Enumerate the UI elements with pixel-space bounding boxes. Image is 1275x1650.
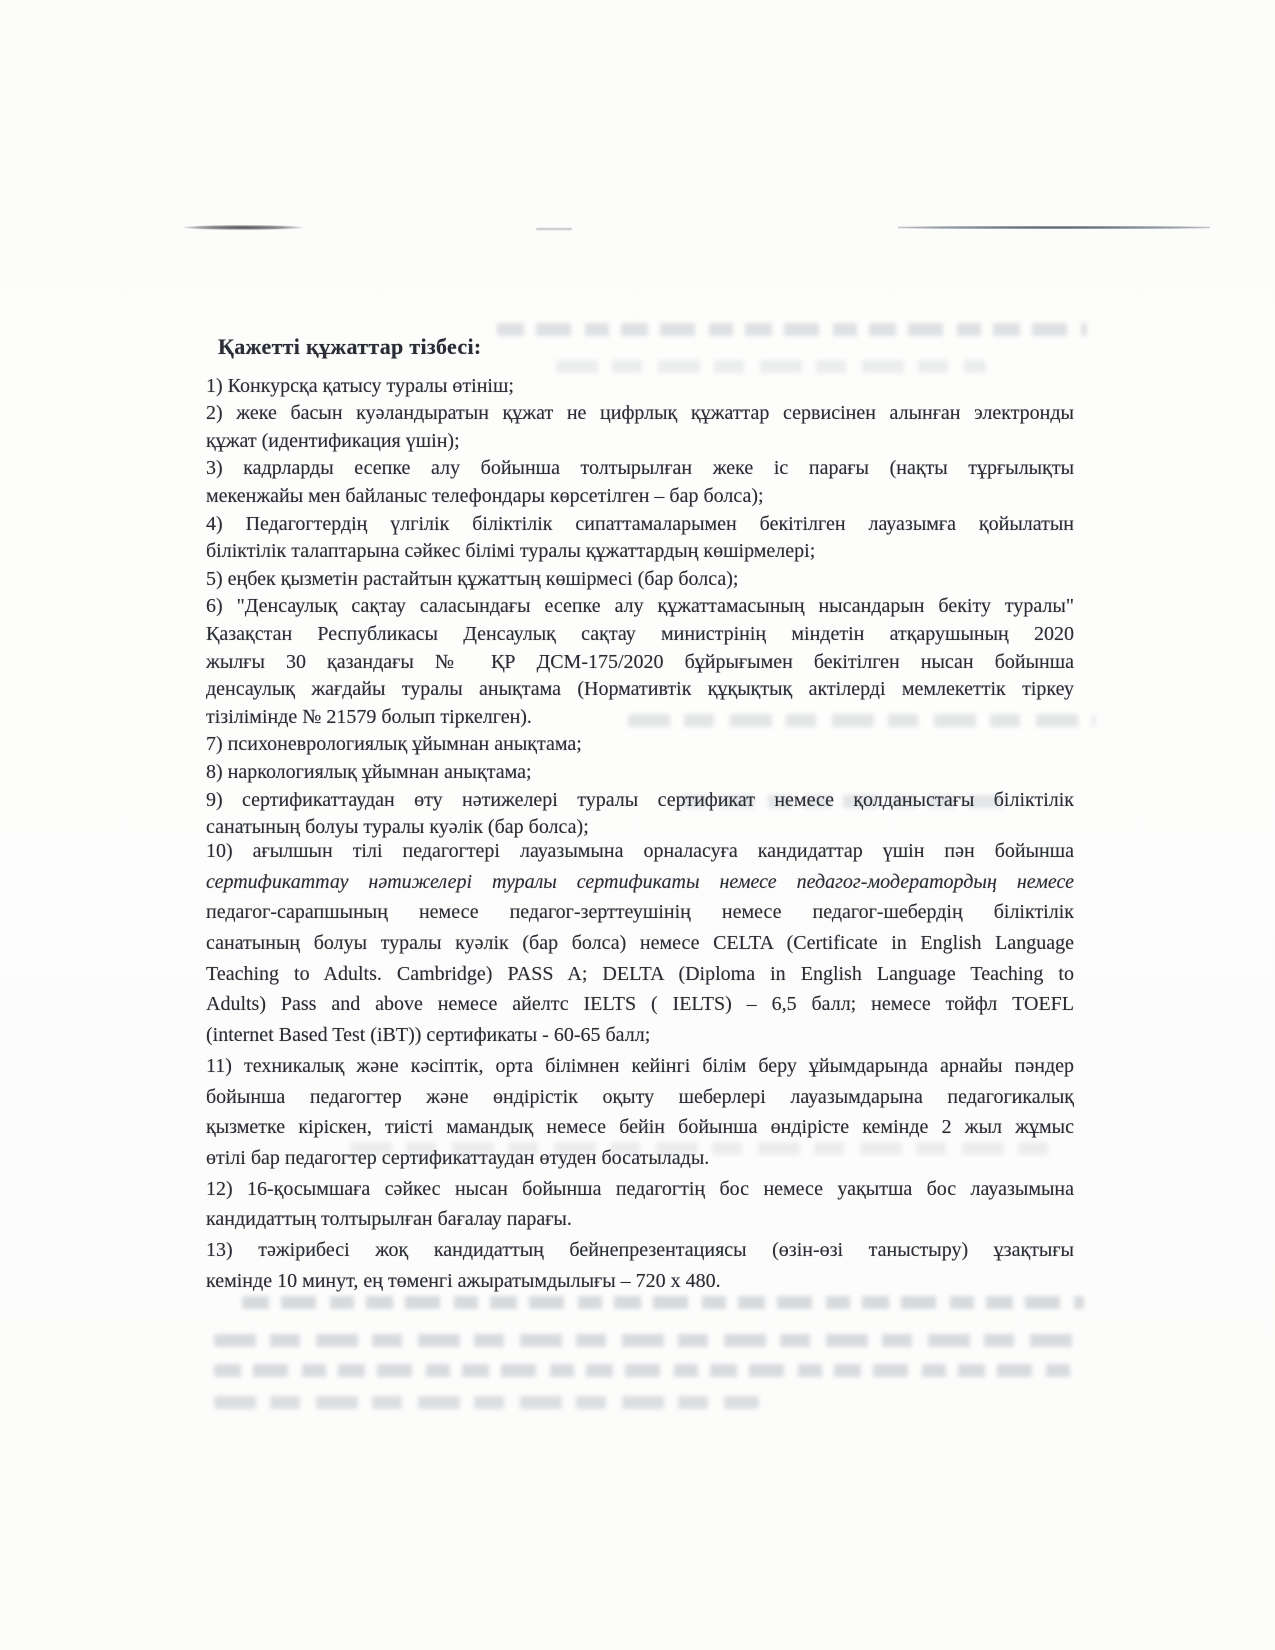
document-line: 2) жеке басын куәландыратын құжат не цифрлық құжаттар сервисінен алынған электронды [206, 402, 1074, 425]
document-line: 4) Педагогтердің үлгілік біліктілік сипаттамаларымен бекітілген лауазымға қойылатын [206, 512, 1074, 535]
scan-artifact-small-dash [536, 228, 572, 230]
document-line: 8) наркологиялық ұйымнан анықтама; [206, 760, 532, 783]
document-line: кемінде 10 минут, ең төменгі ажыратымдылығы – 720 x 480. [206, 1269, 721, 1292]
document-line: мекенжайы мен байланыс телефондары көрсетілген – бар болса); [206, 484, 764, 507]
document-line: жылғы 30 қазандағы № ҚР ДСМ-175/2020 бұйрығымен бекітілген нысан бойынша [206, 650, 1074, 673]
document-line: денсаулық жағдайы туралы анықтама (Нормативтік құқықтық актілерді мемлекеттік тіркеу [206, 678, 1074, 701]
ghost-text-line [214, 1364, 1074, 1377]
document-line: кандидаттың толтырылған бағалау парағы. [206, 1208, 572, 1231]
page-title: Қажетті құжаттар тізбесі: [218, 334, 482, 359]
document-line: Adults) Pass and above немесе айелтс IELTS ( IELTS) – 6,5 балл; немесе тойфл TOEFL [206, 993, 1074, 1016]
document-line: 3) кадрларды есепке алу бойынша толтырылған жеке іс парағы (нақты тұрғылықты [206, 457, 1074, 480]
scan-artifact-long-line [898, 226, 1210, 229]
document-line: 13) тәжірибесі жоқ кандидаттың бейнепрезентациясы (өзін-өзі таныстыру) ұзақтығы [206, 1238, 1074, 1261]
ghost-text-line [242, 1296, 1084, 1309]
document-line: тізілімінде № 21579 болып тіркелген). [206, 705, 532, 728]
document-line: (internet Based Test (iBT)) сертификаты - 60-65 балл; [206, 1024, 651, 1047]
document-body-lower [206, 836, 1074, 1296]
document-line: 9) сертификаттаудан өту нәтижелері туралы сертификат немесе қолданыстағы біліктілік [206, 788, 1074, 811]
document-line: 12) 16-қосымшаға сәйкес нысан бойынша педагогтің бос немесе уақытша бос лауазымына [206, 1177, 1074, 1200]
document-line: санатының болуы туралы куәлік (бар болса) немесе CELTA (Certificate in English Language [206, 932, 1074, 955]
document-line: біліктілік талаптарына сәйкес білімі туралы құжаттардың көшірмелері; [206, 540, 816, 563]
document-line: 6) "Денсаулық сақтау саласындағы есепке алу құжаттамасының нысандарын бекіту туралы" [206, 595, 1074, 618]
document-line: Қазақстан Республикасы Денсаулық сақтау министрінің міндетін атқарушының 2020 [206, 622, 1074, 645]
document-line: санатының болуы туралы куәлік (бар болса); [206, 816, 589, 839]
document-line: Teaching to Adults. Cambridge) PASS A; DELTA (Diploma in English Language Teaching to [206, 962, 1074, 985]
document-line: 5) еңбек қызметін растайтын құжаттың көшірмесі (бар болса); [206, 567, 739, 590]
document-line: 10) ағылшын тілі педагогтері лауазымына орналасуға кандидаттар үшін пән бойынша [206, 840, 1074, 862]
ghost-text-line [214, 1334, 1082, 1347]
scan-artifact-short-line [183, 225, 303, 230]
document-line: 1) Конкурсқа қатысу туралы өтініш; [206, 374, 514, 397]
document-body-upper [206, 333, 1074, 842]
document-line: 7) психоневрологиялық ұйымнан анықтама; [206, 733, 582, 756]
document-line-italic: сертификаттау нәтижелері туралы сертификаты немесе педагог-модератордың немесе [206, 870, 1074, 893]
document-line: педагог-сарапшының немесе педагог-зерттеушінің немесе педагог-шебердің біліктілік [206, 901, 1074, 924]
document-line: өтілі бар педагогтер сертификаттаудан өтуден босатылады. [206, 1146, 710, 1169]
ghost-text-line [214, 1396, 759, 1409]
document-line: қызметке кіріскен, тиісті мамандық немесе бейін бойынша өндірісте кемінде 2 жыл жұмыс [206, 1116, 1074, 1139]
document-line: құжат (идентификация үшін); [206, 429, 460, 452]
document-line: бойынша педагогтер және өндірістік оқыту шеберлері лауазымдарына педагогикалық [206, 1085, 1074, 1108]
document-line: 11) техникалық және кәсіптік, орта білімнен кейінгі білім беру ұйымдарында арнайы пәндер [206, 1054, 1074, 1077]
